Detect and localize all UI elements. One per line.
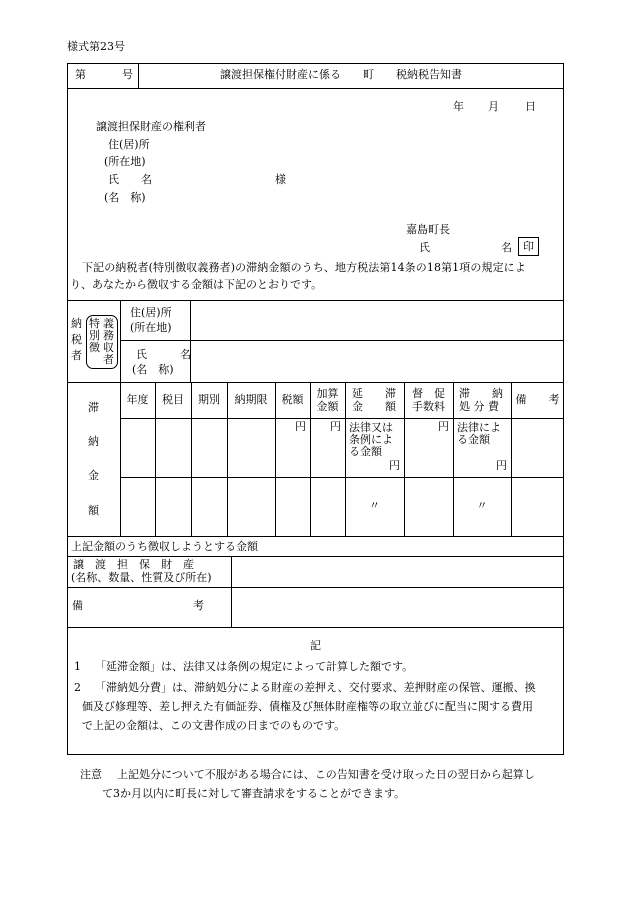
rule-col-4	[275, 382, 276, 536]
row1-disposal-note-2: る金額	[457, 433, 490, 446]
rule-col-1	[155, 382, 156, 536]
addressee-company-label: (名 称)	[104, 191, 146, 204]
note-2-line-2: 価及び修理等、差し押えた有価証券、債権及び無体財産権等の取立並びに配当に関する費用	[82, 700, 533, 713]
rule-intro-bottom	[67, 300, 564, 301]
taxpayer-col-a-2: 別	[89, 329, 100, 342]
rule-arrears-bottom	[67, 536, 564, 537]
addressee-location-label: (所在地)	[104, 155, 146, 168]
taxpayer-col-a-1: 特	[89, 317, 100, 330]
issuer-name-label-2: 名	[501, 241, 512, 254]
notes-heading: 記	[310, 639, 321, 652]
note-1-text: 「延滞金額」は、法律又は条例の規定によって計算した額です。	[95, 660, 414, 673]
notice-title: 譲渡担保権付財産に係る 町 税納税告知書	[220, 68, 462, 81]
issuer-title: 嘉島町長	[406, 223, 450, 236]
row1-delay-yen: 円	[389, 459, 400, 472]
row1-demand-yen: 円	[438, 420, 449, 433]
caution-line-1: 上記処分について不服がある場合には、この告知書を受け取った日の翌日から起算し	[117, 768, 535, 781]
arrears-side-char-1: 滞	[88, 401, 99, 414]
rule-col-3	[227, 382, 228, 536]
row1-delay-note-2: 条例によ	[349, 433, 393, 446]
seal-mark: 印	[518, 237, 539, 256]
header-year: 年度	[126, 393, 149, 406]
header-surcharge-1: 加算	[316, 387, 339, 400]
rule-side-label-divider	[120, 300, 121, 536]
arrears-side-char-2: 納	[88, 435, 99, 448]
arrears-side-char-3: 金	[88, 469, 99, 482]
taxpayer-address-label: 住(居)所	[130, 306, 172, 319]
header-period: 期別	[198, 393, 220, 406]
rule-taxpayer-bottom	[67, 382, 564, 383]
rule-col-2	[191, 382, 192, 536]
taxpayer-name-label: 氏 名	[136, 348, 191, 361]
taxpayer-col-b-2: 務	[103, 329, 114, 342]
note-2-line-1: 「滞納処分費」は、滞納処分による財産の差押え、交付要求、差押財産の保管、運搬、換	[95, 681, 536, 694]
remarks-label: 備 考	[72, 599, 204, 612]
header-surcharge-2: 金額	[316, 400, 339, 413]
rule-col-6	[345, 382, 346, 536]
addressee-address-label: 住(居)所	[108, 138, 150, 151]
row2-disposal-ditto: 〃	[476, 499, 488, 512]
addressee-name-label: 氏 名	[108, 173, 152, 186]
taxpayer-side-label-1: 納	[71, 317, 82, 330]
header-tax-amount: 税額	[281, 393, 304, 406]
caution-line-2: て3か月以内に町長に対して審査請求をすることができます。	[102, 787, 406, 800]
taxpayer-col-b-3: 収	[103, 341, 114, 354]
issuer-name-label-1: 氏	[419, 241, 430, 254]
note-2-number: 2	[74, 681, 81, 694]
taxpayer-side-label-3: 者	[71, 349, 82, 362]
caution-label: 注意	[80, 768, 102, 781]
rule-title-bottom	[67, 88, 564, 89]
collateral-label-2: (名称、数量、性質及び所在)	[71, 571, 212, 584]
rule-arrears-row1	[120, 477, 564, 478]
date-month: 月	[488, 100, 499, 113]
row1-delay-note-3: る金額	[349, 445, 382, 458]
taxpayer-col-a-3: 徴	[89, 341, 100, 354]
rule-col-8	[453, 382, 454, 536]
header-demand-1: 督 促	[412, 387, 445, 400]
rule-taxpayer-label-divider	[190, 300, 191, 382]
header-due-date: 納期限	[234, 393, 268, 406]
addressee-header: 譲渡担保財産の権利者	[96, 120, 206, 133]
rule-title-divider	[138, 63, 139, 88]
collect-amount-label: 上記金額のうち徴収しようとする金額	[71, 540, 258, 553]
rule-collateral-bottom	[67, 587, 564, 588]
intro-line-1: 下記の納税者(特別徴収義務者)の滞納金額のうち、地方税法第14条の18第1項の規定によ	[82, 261, 526, 274]
header-delay-1: 延 滞	[352, 387, 396, 400]
header-tax-item: 税目	[162, 393, 184, 406]
header-delay-2: 金 額	[352, 400, 396, 413]
header-disposal-1: 滞 納	[459, 387, 503, 400]
intro-line-2: り、あなたから徴収する金額は下記のとおりです。	[70, 278, 323, 291]
row1-disposal-yen: 円	[496, 459, 507, 472]
rule-col-9	[511, 382, 512, 536]
taxpayer-company-label: (名 称)	[132, 363, 174, 376]
row1-disposal-note-1: 法律によ	[457, 421, 501, 434]
row1-tax-yen: 円	[295, 420, 306, 433]
taxpayer-location-label: (所在地)	[130, 321, 172, 334]
date-year: 年	[453, 100, 464, 113]
header-demand-2: 手数料	[412, 400, 445, 413]
rule-remarks-bottom	[67, 627, 564, 628]
row2-delay-ditto: 〃	[369, 499, 380, 512]
header-disposal-2: 処 分 費	[459, 400, 499, 413]
date-day: 日	[525, 100, 536, 113]
form-number: 様式第23号	[67, 40, 125, 53]
arrears-side-char-4: 額	[88, 504, 99, 517]
rule-collect-bottom	[67, 556, 564, 557]
rule-collateral-divider	[231, 556, 232, 627]
taxpayer-side-label-2: 税	[71, 333, 82, 346]
rule-taxpayer-mid	[120, 340, 564, 341]
taxpayer-col-b-1: 義	[103, 317, 114, 330]
taxpayer-col-b-4: 者	[103, 353, 114, 366]
note-1-number: 1	[74, 660, 81, 673]
rule-arrears-header	[120, 418, 564, 419]
addressee-honorific: 様	[275, 173, 286, 186]
header-remarks: 備 考	[515, 393, 560, 406]
number-label-dai: 第	[75, 68, 86, 81]
number-label-go: 号	[122, 68, 133, 81]
row1-delay-note-1: 法律又は	[349, 421, 393, 434]
note-2-line-3: で上記の金額は、この文書作成の日までのものです。	[82, 719, 346, 732]
row1-surcharge-yen: 円	[330, 420, 341, 433]
collateral-label-1: 譲 渡 担 保 財 産	[73, 558, 194, 571]
